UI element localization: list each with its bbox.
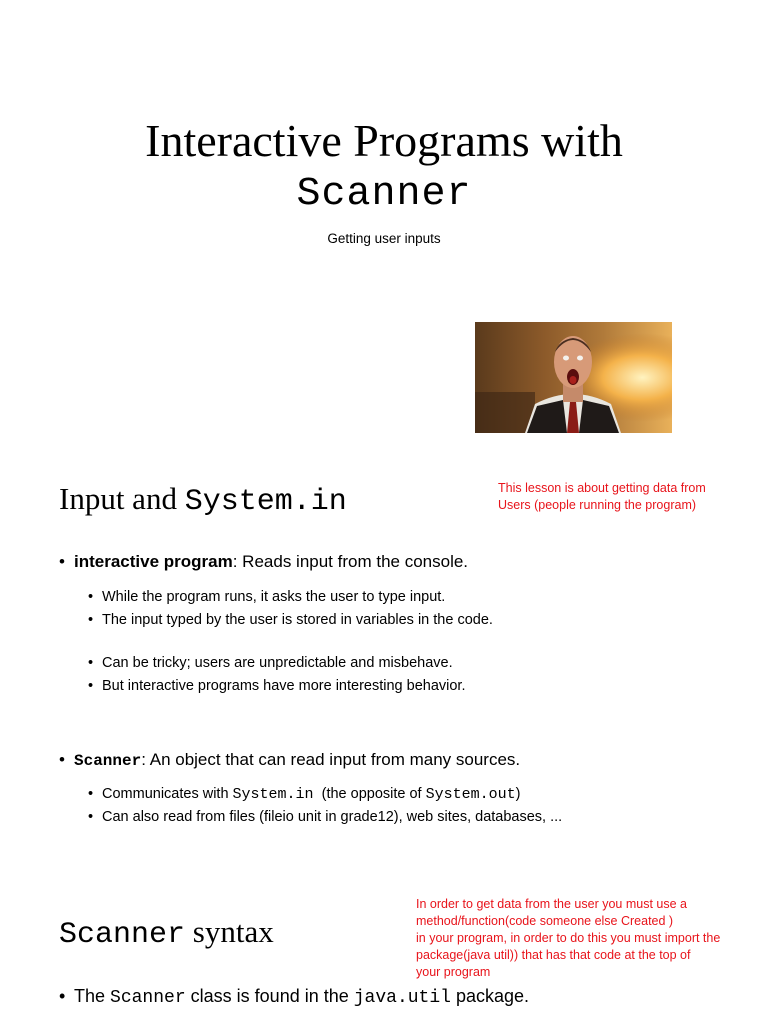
bullet-dot: • xyxy=(88,786,94,802)
sub-bullet xyxy=(88,807,728,827)
bullet-dot: • xyxy=(88,809,94,825)
sub-bullet-text: The input typed by the user is stored in variables in the code. xyxy=(102,612,493,628)
sub-bullet-text: While the program runs, it asks the user to type input. xyxy=(102,589,446,605)
heading-code: System.in xyxy=(184,485,347,519)
section-heading-scanner-syntax xyxy=(59,912,274,955)
bullet-text: : An object that can read input from many sources. xyxy=(141,750,521,769)
sub-bullet-text: Can also read from files (fileio unit in grade12), web sites, databases, ... xyxy=(102,809,563,825)
bold-code-term: Scanner xyxy=(74,752,142,770)
teacher-note-scanner xyxy=(416,896,720,981)
sub-bullet xyxy=(88,610,728,630)
bullet-dot: • xyxy=(88,655,94,671)
bullet-text: The xyxy=(74,986,111,1006)
bullet-scanner-package xyxy=(59,985,699,1009)
sub-bullet xyxy=(88,784,728,804)
note-line: in your program, in order to do this you must import the xyxy=(416,931,721,945)
note-line: package(java util)) that has that code at the top of xyxy=(416,948,691,962)
note-line: This lesson is about getting data from xyxy=(498,481,706,495)
bullet-dot: • xyxy=(59,552,65,571)
sub-bullet xyxy=(88,676,728,696)
bullet-dot: • xyxy=(88,678,94,694)
sub-bullet xyxy=(88,587,728,607)
bold-term: interactive program xyxy=(74,552,233,571)
note-line: method/function(code someone else Created ) xyxy=(416,914,674,928)
bullet-interactive-program xyxy=(59,551,659,573)
bullet-text: class is found in the xyxy=(185,986,354,1006)
section-heading-input xyxy=(59,479,347,522)
bullet-dot: • xyxy=(88,589,94,605)
heading-code: Scanner xyxy=(59,918,186,952)
sub-bullet-text: ) xyxy=(515,786,521,802)
inline-code: System.out xyxy=(425,786,516,803)
sub-bullet-text: Communicates with xyxy=(102,786,233,802)
inline-code: Scanner xyxy=(110,988,186,1008)
note-line: your program xyxy=(416,965,491,979)
heading-text: syntax xyxy=(185,914,274,949)
slide-subtitle: Getting user inputs xyxy=(327,231,441,246)
sub-bullet-text: Can be tricky; users are unpredictable and misbehave. xyxy=(102,655,453,671)
bullet-dot: • xyxy=(59,986,66,1006)
bullet-text: : Reads input from the console. xyxy=(232,552,469,571)
slide-title: Interactive Programs with xyxy=(145,115,623,166)
note-line: In order to get data from the user you must use a xyxy=(416,897,687,911)
bullet-scanner xyxy=(59,749,699,771)
screaming-man-photo xyxy=(475,322,672,433)
slide-title-code: Scanner xyxy=(296,172,472,217)
sub-bullet-text: But interactive programs have more interesting behavior. xyxy=(102,678,466,694)
bullet-dot: • xyxy=(88,612,94,628)
inline-code: java.util xyxy=(353,988,451,1008)
note-line: Users (people running the program) xyxy=(498,498,697,512)
bullet-text: package. xyxy=(450,986,530,1006)
teacher-note-input xyxy=(498,480,706,514)
heading-text: Input and xyxy=(59,481,185,516)
sub-bullet-text: (the opposite of xyxy=(313,786,426,802)
sub-bullet xyxy=(88,653,728,673)
bullet-dot: • xyxy=(59,750,65,769)
inline-code: System.in xyxy=(232,786,314,803)
